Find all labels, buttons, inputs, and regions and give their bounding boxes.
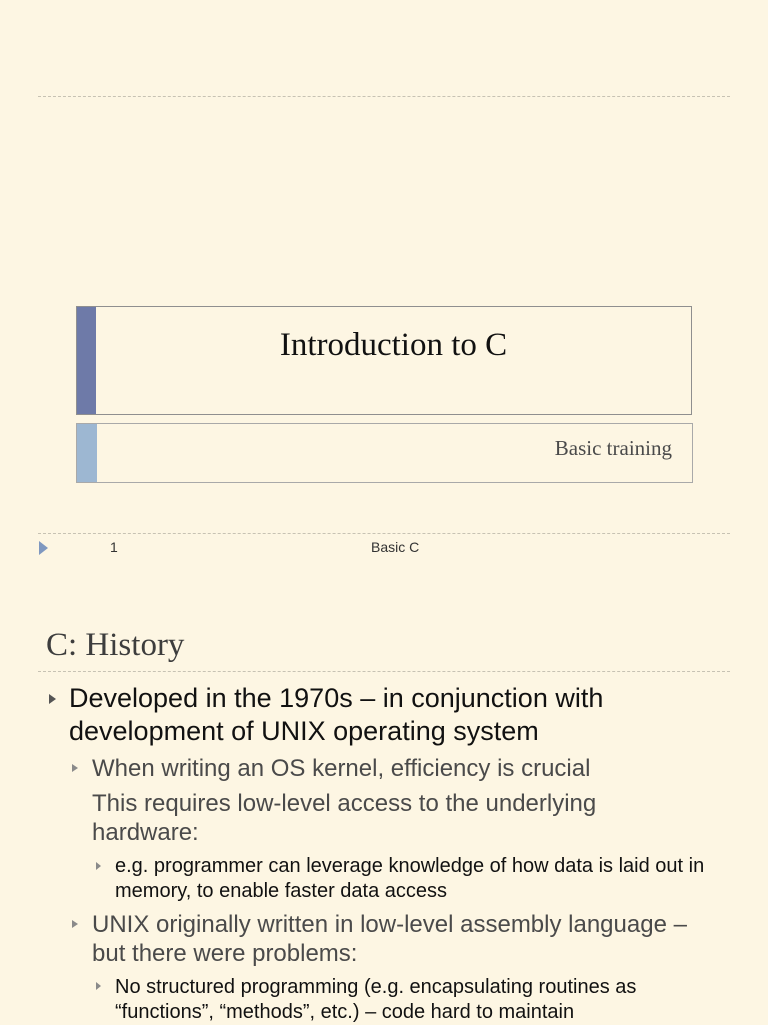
bullet-level2: UNIX originally written in low-level assembly language – but there were problems: [92, 911, 687, 967]
bullet-arrow-icon [72, 764, 78, 772]
slide2-title: C: History [46, 627, 185, 663]
title-underline [38, 671, 730, 672]
subtitle-accent-bar [77, 424, 97, 482]
title-box [76, 306, 692, 415]
bullet-level2-continuation: This requires low-level access to the underlying hardware: [92, 790, 597, 846]
bullet-level1: Developed in the 1970s – in conjunction with development of UNIX operating system [69, 683, 604, 746]
bullet-arrow-icon [96, 982, 101, 990]
bullet-arrow-icon [72, 920, 78, 928]
top-divider [38, 96, 730, 97]
footer-label: Basic C [371, 539, 420, 555]
title-accent-bar [77, 307, 96, 414]
slide-subtitle: Basic training [554, 436, 672, 460]
slide-number: 1 [110, 539, 118, 555]
bullet-level3: No structured programming (e.g. encapsulating routines as “functions”, “methods”, etc.) – code hard to maintain [115, 976, 637, 1023]
subtitle-box [76, 423, 693, 483]
slide-title: Introduction to C [279, 327, 508, 363]
bullet-arrow-icon [49, 694, 56, 704]
bullet-level2: When writing an OS kernel, efficiency is crucial [92, 755, 591, 782]
bullet-arrow-icon [96, 862, 101, 870]
bullet-level3: e.g. programmer can leverage knowledge of how data is laid out in memory, to enable faster data access [115, 855, 705, 902]
footer-arrow-icon [39, 541, 48, 555]
footer-divider [38, 533, 730, 534]
